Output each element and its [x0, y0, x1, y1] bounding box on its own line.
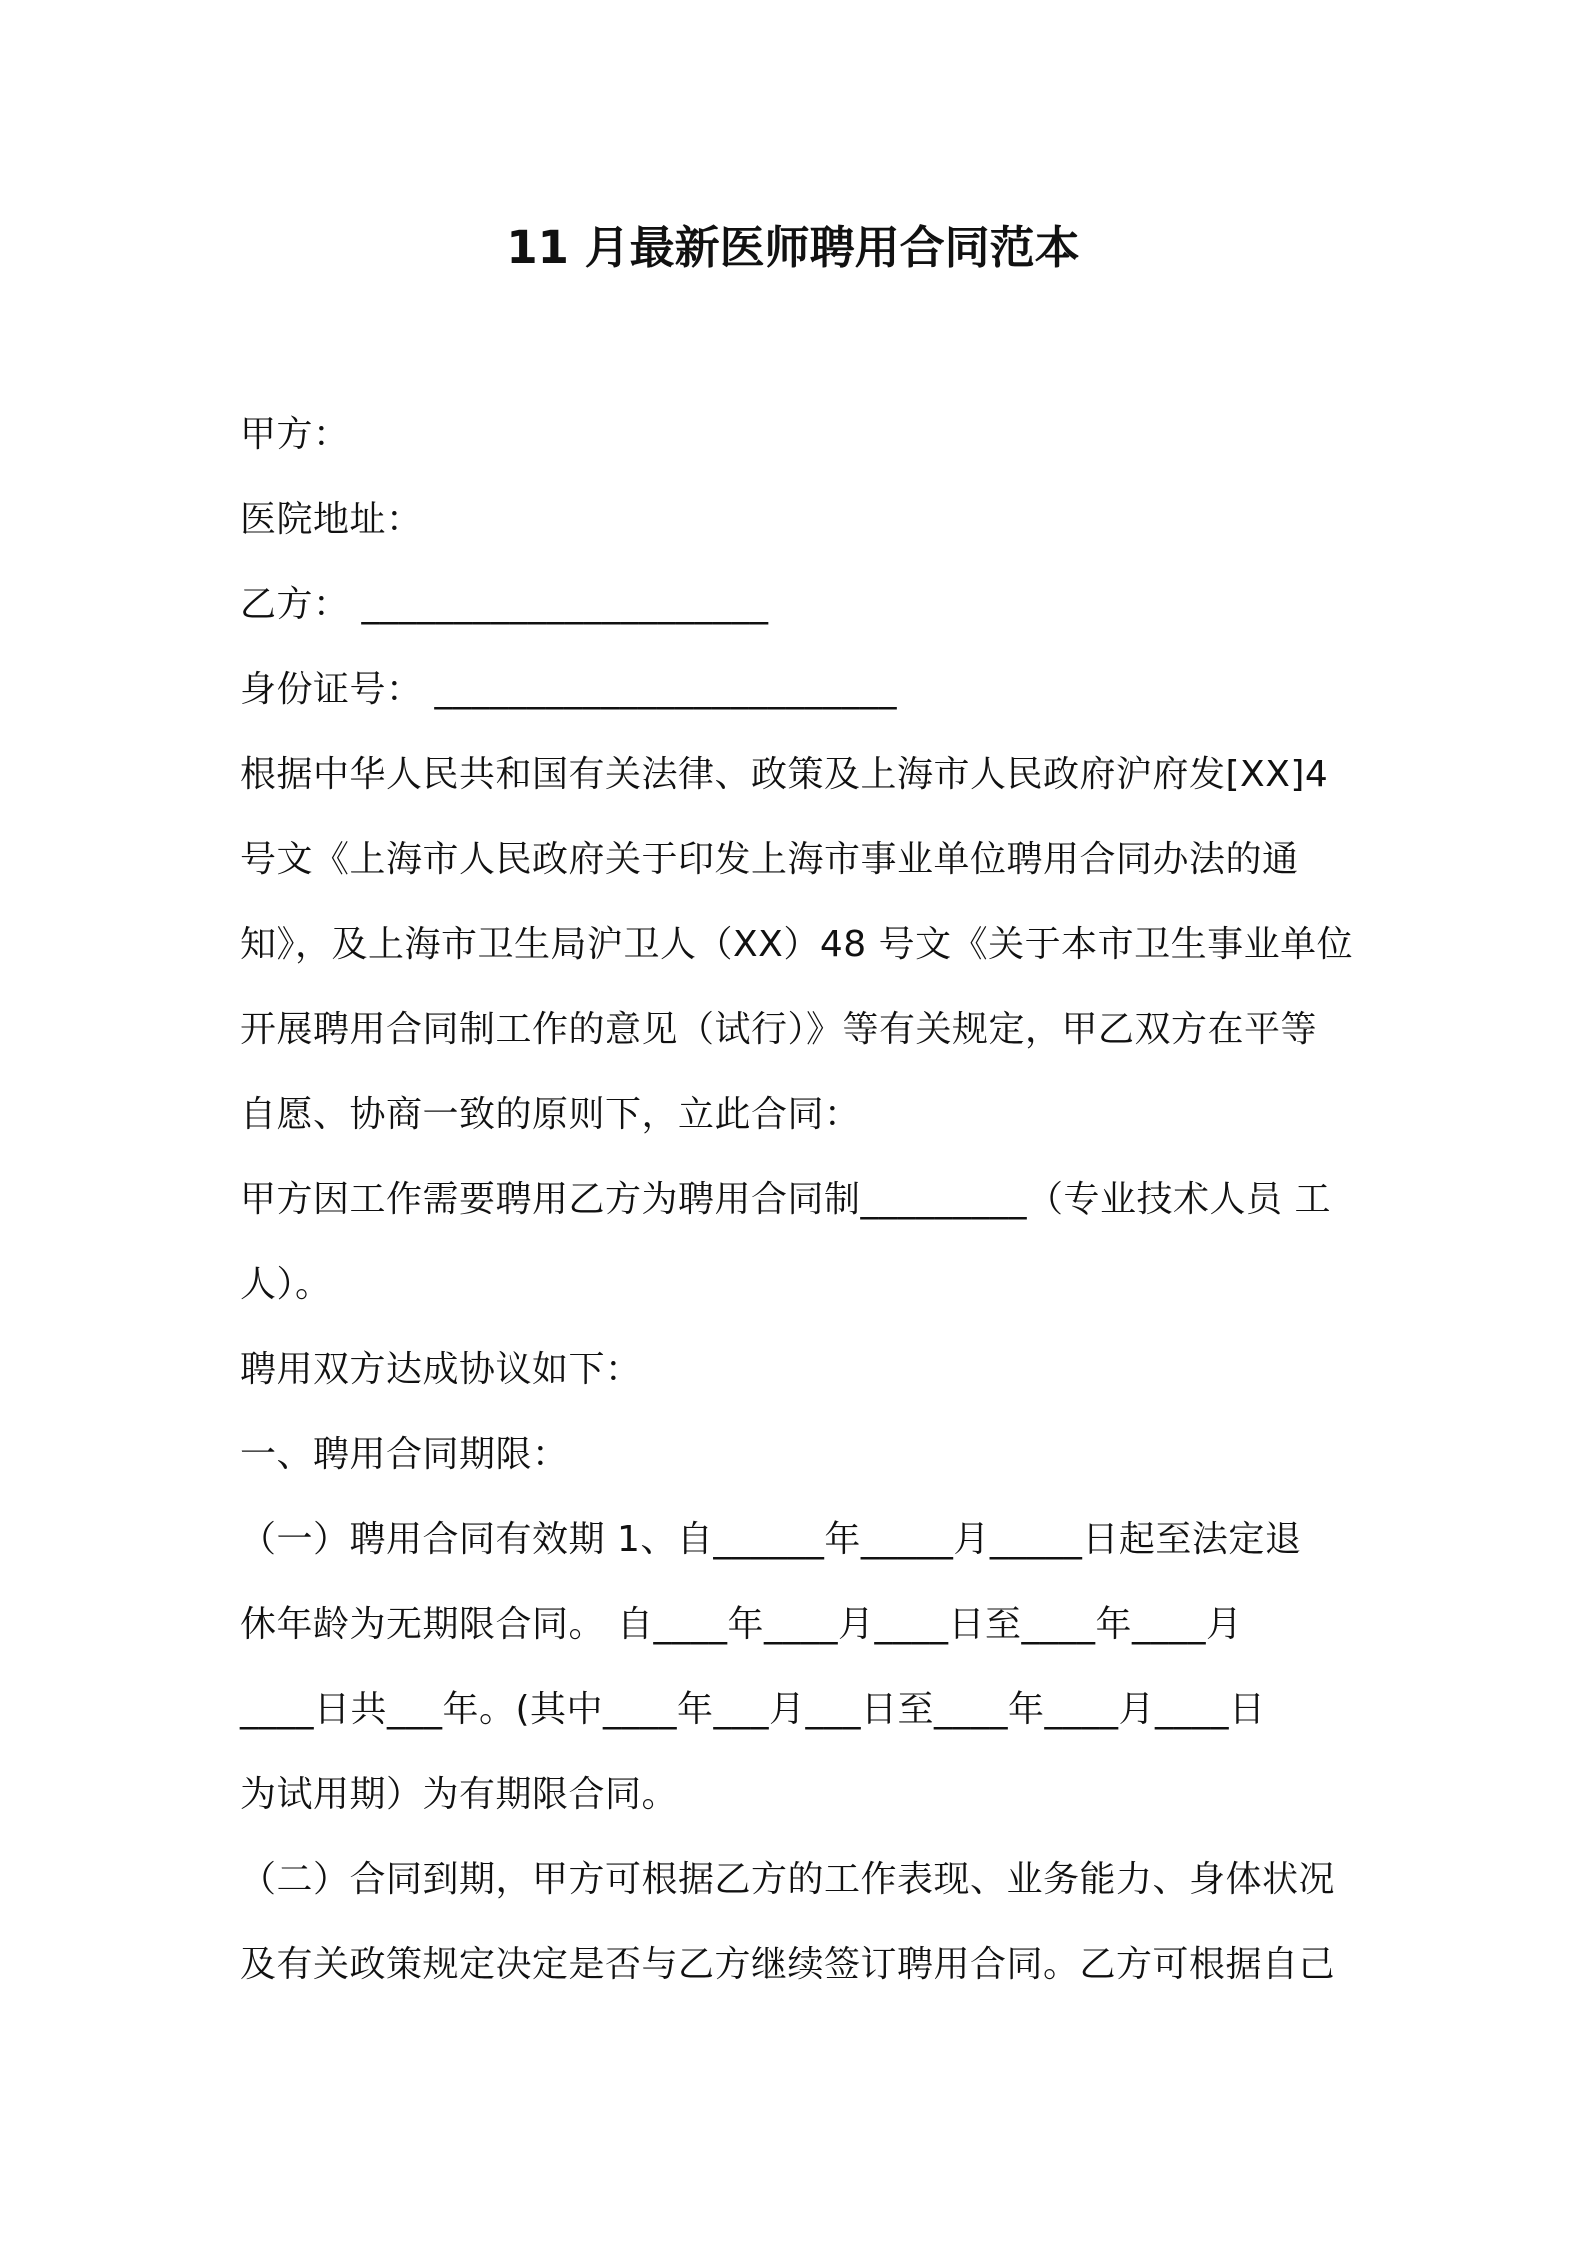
body-text-line: 为试用期）为有期限合同。 — [240, 1774, 679, 1815]
id-number-line: 身份证号： _________________________ — [240, 669, 897, 710]
body-text-line: 开展聘用合同制工作的意见（试行）》等有关规定，甲乙双方在平等 — [240, 1009, 1318, 1050]
body-text-line: 人）。 — [240, 1264, 332, 1305]
party-a-line: 甲方： — [240, 414, 350, 455]
party-b-line: 乙方： ______________________ — [240, 584, 769, 625]
hospital-address-line: 医院地址： — [240, 499, 423, 540]
body-text-line: 休年龄为无期限合同。 自____年____月____日至____年____月 — [240, 1604, 1243, 1645]
agreement-heading-line: 聘用双方达成协议如下： — [240, 1349, 642, 1390]
body-text-line: 号文《上海市人民政府关于印发上海市事业单位聘用合同办法的通 — [240, 839, 1299, 880]
body-text-line: 根据中华人民共和国有关法律、政策及上海市人民政府沪府发[XX]4 — [240, 754, 1329, 795]
body-text-line: ____日共___年。(其中____年___月___日至____年____月____日 — [240, 1689, 1266, 1730]
section-heading-line: 一、聘用合同期限： — [240, 1434, 569, 1475]
body-text-line: 自愿、协商一致的原则下，立此合同： — [240, 1094, 861, 1135]
body-text-line: （一）聘用合同有效期 1、自______年_____月_____日起至法定退 — [240, 1519, 1302, 1560]
body-text-line: （二）合同到期，甲方可根据乙方的工作表现、业务能力、身体状况 — [240, 1859, 1336, 1900]
body-text-line: 及有关政策规定决定是否与乙方继续签订聘用合同。乙方可根据自己 — [240, 1944, 1336, 1985]
body-text-line: 甲方因工作需要聘用乙方为聘用合同制_________（专业技术人员 工 — [240, 1179, 1331, 1220]
body-text-line: 知》，及上海市卫生局沪卫人（XX）48 号文《关于本市卫生事业单位 — [240, 924, 1354, 965]
document-title: 11 月最新医师聘用合同范本 — [506, 221, 1080, 274]
